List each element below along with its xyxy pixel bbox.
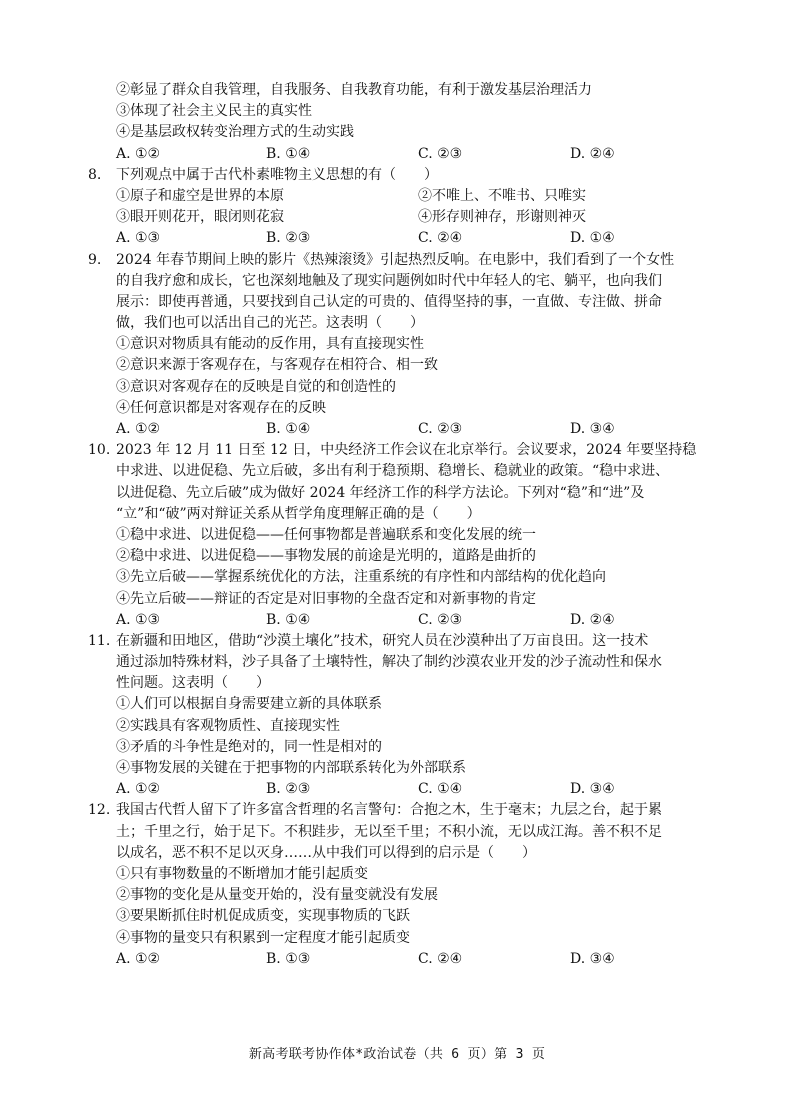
answer-choices: [88, 949, 738, 970]
stem-line: 2023 年 12 月 11 日至 12 日，中央经济工作会议在北京举行。会议要求，2024 年要坚持稳: [116, 442, 697, 459]
question-number: 12.: [88, 802, 111, 819]
option-2: ②事物的变化是从量变开始的，没有量变就没有发展: [116, 887, 438, 904]
choice-d: D. ②④: [570, 145, 615, 162]
choice-a: A. ①③: [116, 230, 161, 247]
option-3: ③体现了社会主义民主的真实性: [116, 103, 312, 120]
option-2: ②实践具有客观物质性、直接现实性: [116, 717, 340, 734]
choice-c: C. ①④: [418, 781, 463, 798]
choice-b: B. ①④: [266, 145, 311, 162]
choice-b: B. ②③: [266, 230, 311, 247]
option-4: ④任何意识都是对客观存在的反映: [116, 399, 326, 416]
option-3: ③意识对客观存在的反映是自觉的和创造性的: [116, 378, 396, 395]
choice-d: D. ①④: [570, 230, 615, 247]
choice-a: A. ①②: [116, 421, 161, 437]
choice-a: A. ①②: [116, 950, 161, 967]
option-3: ③眼开则花开，眼闭则花寂: [116, 209, 284, 226]
stem-line: 通过添加特殊材料，沙子具备了土壤特性，解决了制约沙漠农业开发的沙子流动性和保水: [116, 654, 662, 671]
prev-question-continuation: [88, 80, 738, 165]
stem-line: 的自我疗愈和成长，它也深刻地触及了现实问题例如时代中年轻人的宅、躺平，也向我们: [116, 272, 662, 289]
option-3: ③要果断抓住时机促成质变，实现事物质的飞跃: [116, 908, 410, 925]
answer-choices: [88, 144, 738, 165]
question-number: 11.: [88, 632, 111, 649]
choice-a: A. ①②: [116, 781, 161, 798]
choice-a: A. ①②: [116, 145, 161, 162]
stem-line: 以进促稳、先立后破”成为做好 2024 年经济工作的科学方法论。下列对“稳”和“进”及: [116, 484, 645, 501]
choice-c: C. ②③: [418, 145, 463, 162]
question-stem: [88, 165, 738, 186]
choice-c: C. ②④: [418, 230, 463, 247]
choice-d: D. ②④: [570, 611, 615, 628]
choice-b: B. ①④: [266, 421, 311, 437]
option-4: ④事物的量变只有积累到一定程度才能引起质变: [116, 929, 410, 946]
question-12: [88, 800, 738, 970]
stem-line: 下列观点中属于古代朴素唯物主义思想的有（ ）: [116, 166, 438, 183]
question-stem: [88, 440, 738, 461]
choice-b: B. ①③: [266, 950, 311, 967]
stem-line: 中求进、以进促稳、先立后破，多出有利于稳预期、稳增长、稳就业的政策。“稳中求进、: [116, 463, 670, 480]
stem-line: 以成名，恶不积不足以灭身……从中我们可以得到的启示是（ ）: [116, 844, 536, 861]
option-1: ①意识对物质具有能动的反作用，具有直接现实性: [116, 336, 424, 353]
option-1: ①只有事物数量的不断增加才能引起质变: [116, 865, 368, 882]
stem-line: 2024 年春节期间上映的影片《热辣滚烫》引起热烈反响。在电影中，我们看到了一个女性: [116, 251, 675, 268]
choice-b: B. ①④: [266, 611, 311, 628]
answer-choices: [88, 228, 738, 249]
page-content: [88, 80, 738, 970]
choice-d: D. ③④: [570, 781, 615, 798]
option-3: ③先立后破——掌握系统优化的方法，注重系统的有序性和内部结构的优化趋向: [116, 569, 606, 586]
answer-choices: [88, 610, 738, 631]
option-4: ④先立后破——辩证的否定是对旧事物的全盘否定和对新事物的肯定: [116, 590, 536, 607]
stem-line: 在新疆和田地区，借助“沙漠土壤化”技术，研究人员在沙漠种出了万亩良田。这一技术: [116, 632, 649, 649]
option-2: ②彰显了群众自我管理，自我服务、自我教育功能，有利于激发基层治理活力: [116, 82, 592, 98]
choice-c: C. ②④: [418, 950, 463, 967]
question-10: [88, 440, 738, 631]
choice-c: C. ②③: [418, 611, 463, 628]
question-9: [88, 250, 738, 441]
question-stem: [88, 250, 738, 271]
option-row: [88, 186, 738, 207]
stem-line: 土；千里之行，始于足下。不积跬步，无以至千里；不积小流，无以成江海。善不积不足: [116, 823, 662, 840]
question-number: 8.: [88, 166, 102, 183]
question-number: 9.: [88, 251, 102, 268]
answer-choices: [88, 779, 738, 800]
question-number: 10.: [88, 442, 111, 459]
stem-line: 展示：即使再普通，只要找到自己认定的可贵的、值得坚持的事，一直做、专注做、拼命: [116, 293, 662, 310]
option-2: ②意识来源于客观存在，与客观存在相符合、相一致: [116, 357, 438, 374]
question-11: [88, 631, 738, 801]
choice-c: C. ②③: [418, 421, 463, 437]
page-footer: 新高考联考协作体*政治试卷（共 6 页）第 3 页: [248, 1047, 546, 1062]
option-1: ①原子和虚空是世界的本原: [116, 187, 284, 204]
option-4: ④是基层政权转变治理方式的生动实践: [116, 124, 354, 141]
question-stem: [88, 631, 738, 652]
option-2: ②稳中求进、以进促稳——事物发展的前途是光明的，道路是曲折的: [116, 548, 536, 565]
option-1: ①稳中求进、以进促稳——任何事物都是普遍联系和变化发展的统一: [116, 526, 536, 543]
question-8: [88, 165, 738, 250]
answer-choices: [88, 419, 738, 440]
stem-line: 性问题。这表明（ ）: [116, 675, 270, 692]
option-4: ④形存则神存，形谢则神灭: [418, 209, 586, 226]
option-3: ③矛盾的斗争性是绝对的，同一性是相对的: [116, 738, 382, 755]
option-1: ①人们可以根据自身需要建立新的具体联系: [116, 696, 382, 713]
stem-line: 我国古代哲人留下了许多富含哲理的名言警句：合抱之木，生于毫末；九层之台，起于累: [116, 802, 662, 819]
choice-d: D. ③④: [570, 421, 615, 437]
question-stem: [88, 800, 738, 821]
choice-d: D. ③④: [570, 950, 615, 967]
choice-b: B. ②③: [266, 781, 311, 798]
stem-line: 做，我们也可以活出自己的光芒。这表明（ ）: [116, 315, 424, 332]
stem-line: “立”和“破”两对辩证关系从哲学角度理解正确的是（ ）: [116, 505, 481, 522]
choice-a: A. ①③: [116, 611, 161, 628]
option-4: ④事物发展的关键在于把事物的内部联系转化为外部联系: [116, 760, 466, 776]
option-row: [88, 207, 738, 228]
option-2: ②不唯上、不唯书、只唯实: [418, 187, 586, 204]
